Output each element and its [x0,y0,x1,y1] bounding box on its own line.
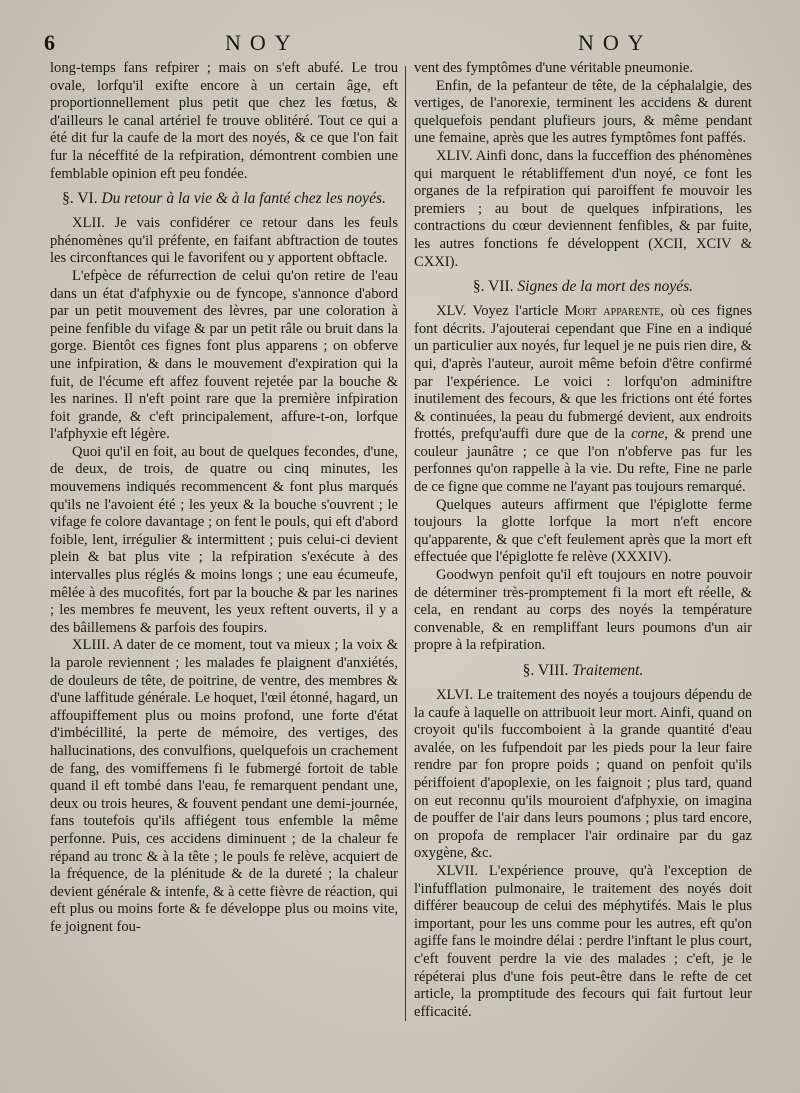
paragraph: Goodwyn penfoit qu'il eft toujours en notre pouvoir de déterminer très-promptement fi la mort eft réelle, & cela, en rendant au corps des noyés la température convenable, & en rempliffant leurs poumons d'un air propre à la refpiration. [414,567,752,654]
section-heading-vii [414,278,752,296]
paragraph-xlv [414,303,752,497]
page-number: 6 [44,30,55,55]
text-run: , & prend une couleur jaunâtre ; ce que l'on n'obferve pas fur les perfonnes qu'on rappelle à la vie. Du refte, Fine ne parle de ce figne que comme ne l'ayant pas toujours remarqué. [414,426,752,496]
paragraph-xlvi: XLVI. Le traitement des noyés a toujours dépendu de la caufe à laquelle on attribuoit leur mort. Ainfi, quand on croyoit qu'ils fuccomboient à la grande quantité d'eau avalée, on les fufpendoit par les pieds pour la leur faire rendre par fon propre poids ; quand on penfoit qu'ils périffoient d'apoplexie, on les faignoit ; plus tard, quand on eut reconnu qu'ils mouroient d'afphyxie, on imagina de pouffer de l'air dans leurs poumons ; plus tard encore, on propofa de remplacer l'air ordinaire par du gaz oxygène, &c. [414,687,752,862]
section-heading-vi [50,190,398,208]
section-title: Traitement. [572,662,644,679]
right-column [414,60,752,1021]
paragraph-xlvii: XLVII. L'expérience prouve, qu'à l'exception de l'infufflation pulmonaire, le traitement des noyés doit différer beaucoup de celui des méphytifés. Mais le plus important, pour les uns comme pour les autres, eft qu'on agiffe fans le moindre délai : perdre l'inftant le plus court, c'eft fouvent perdre la vie des malades ; c'eft, je le répéterai plus d'une fois peut-être dans le refte de cet article, la promptitude des fecours qui fait furtout leur efficacité. [414,862,752,1020]
section-number: §. VII. [472,278,514,296]
cross-reference: Mort apparente [564,303,661,320]
paragraph: L'efpèce de réfurrection de celui qu'on retire de l'eau dans un état d'afphyxie ou de fyncope, s'annonce d'abord par un petit mouvement des lèvres, par une coloration à peine fenfible du vifage & par un petit râle ou bruit dans la gorge. Bientôt ces fignes font plus apparens ; on obferve une infpiration, & dans le mouvement d'expiration qui la fuit, de l'écume eft affez fouvent rejetée par la bouche & les narines. Il n'eft point rare que la première infpiration foit grande, & c'eft principalement, affure-t-on, lorfque l'afphyxie eft légère. [50,267,398,443]
text-run: , où ces fignes font décrits. J'ajouterai cependant que Fine en a indiqué un particulier aux noyés, fur lequel je ne puis rien dire, & qui, d'après l'auteur, auroit même befoin d'être confirmé par l'expérience. Le voici : lorfqu'on adminiftre inutilement des fecours, & que les frictions ont été fortes & continuées, la peau du fubmergé devient, aux endroits frottés, prefqu'auffi dure que de la [414,303,752,443]
section-heading-viii [414,662,752,680]
paragraph-xlii: XLII. Je vais confidérer ce retour dans les feuls phénomènes qu'il préfente, en faifant abftraction de toutes les circonftances qui le favorifent ou y apportent obftacle. [50,215,398,267]
text-run: XLV. Voyez l'article [436,303,565,320]
paragraph-xliv: XLIV. Ainfi donc, dans la fucceffion des phénomènes qui marquent le rétabliffement d'un noyé, ce font les organes de la refpiration qui paroiffent fe mouvoir les premiers ; au bout de quelques infpirations, les contractions du cœur deviennent fenfibles, & par fuite, les autres fonctions fe développent (XCII, XCIV & CXXI). [414,147,752,270]
paragraph: long-temps fans refpirer ; mais on s'eft abufé. Le trou ovale, lorfqu'il exifte encore à un certain âge, eft proportionnellement plus petit que chez les fœtus, & d'ailleurs le canal artériel fe trouve oblitéré. Tout ce qui a été dit fur la caufe de la mort des noyés, & ce que l'on fait fur la néceffité de la refpiration, démontrent combien une femblable opinion eft peu fondée. [50,60,398,182]
paragraph: Enfin, de la pefanteur de tête, de la céphalalgie, des vertiges, de l'anorexie, terminent les accidens & durent quelquefois pendant plufieurs jours, & même pendant une femaine, après que les autres fymptômes font paffés. [414,77,752,147]
page-header [40,28,760,58]
section-title: Signes de la mort des noyés. [517,278,694,296]
section-title: Du retour à la vie & à la fanté chez les noyés. [101,190,386,208]
column-divider [405,66,406,1021]
paragraph: Quoi qu'il en foit, au bout de quelques fecondes, d'une, de deux, de trois, de quatre ou cinq minutes, les mouvemens indiqués recommencent & font plus marqués qu'ils ne l'avoient été ; les yeux & la bouche s'ouvrent ; le vifage fe colore davantage ; on fent le pouls, qui eft d'abord foible, lent, irrégulier & intermittent ; puis celui-ci devient plein & bat plus vite ; la refpiration s'exécute à des intervalles plus réglés & moins longs ; une eau écumeufe, mêlée à des mucofités, fort par la bouche & par les narines ; les membres fe meuvent, les yeux reftent ouverts, il y a des bâillemens & parfois des foupirs. [50,443,398,636]
running-head-left: NOY [225,30,300,55]
section-number: §. VIII. [522,662,569,679]
running-head-right: NOY [578,30,653,55]
section-number: §. VI. [62,190,98,208]
paragraph: Quelques auteurs affirment que l'épiglotte ferme toujours la glotte lorfque la mort n'eft encore qu'apparente, & que c'eft feulement après que la mort eft effectuée que l'épiglotte fe relève (XXXIV). [414,496,752,566]
paragraph: vent des fymptômes d'une véritable pneumonie. [414,60,694,76]
emphasis: corne [631,426,665,443]
paragraph-xliii: XLIII. A dater de ce moment, tout va mieux ; la voix & la parole reviennent ; les malades fe plaignent d'anxiétés, de douleurs de tête, de poitrine, de ventre, des membres & d'une laffitude générale. Le hoquet, l'œil étonné, hagard, un affoupiffement plus ou moins profond, une forte d'état d'imbécillité, la perte de mémoire, des vertiges, des hallucinations, des convulfions, quelquefois un crachement de fang, des vomiffemens fi le fubmergé fortoit de table quand il eft tombé dans l'eau, fe remarquent pendant une, deux ou trois heures, & fouvent pendant une demi-journée, fans toutefois qu'ils affiégent tous enfemble la même perfonne. Puis, ces accidens diminuent ; de la chaleur fe répand au tronc & à la tête ; le pouls fe relève, acquiert de la fréquence, de la plénitude & de la dureté ; la chaleur devient générale & intenfe, & à cette fièvre de réaction, qui eft plus ou moins forte & fe développe plus ou moins vite, fe joignent fou- [50,637,398,935]
left-column [50,60,398,937]
